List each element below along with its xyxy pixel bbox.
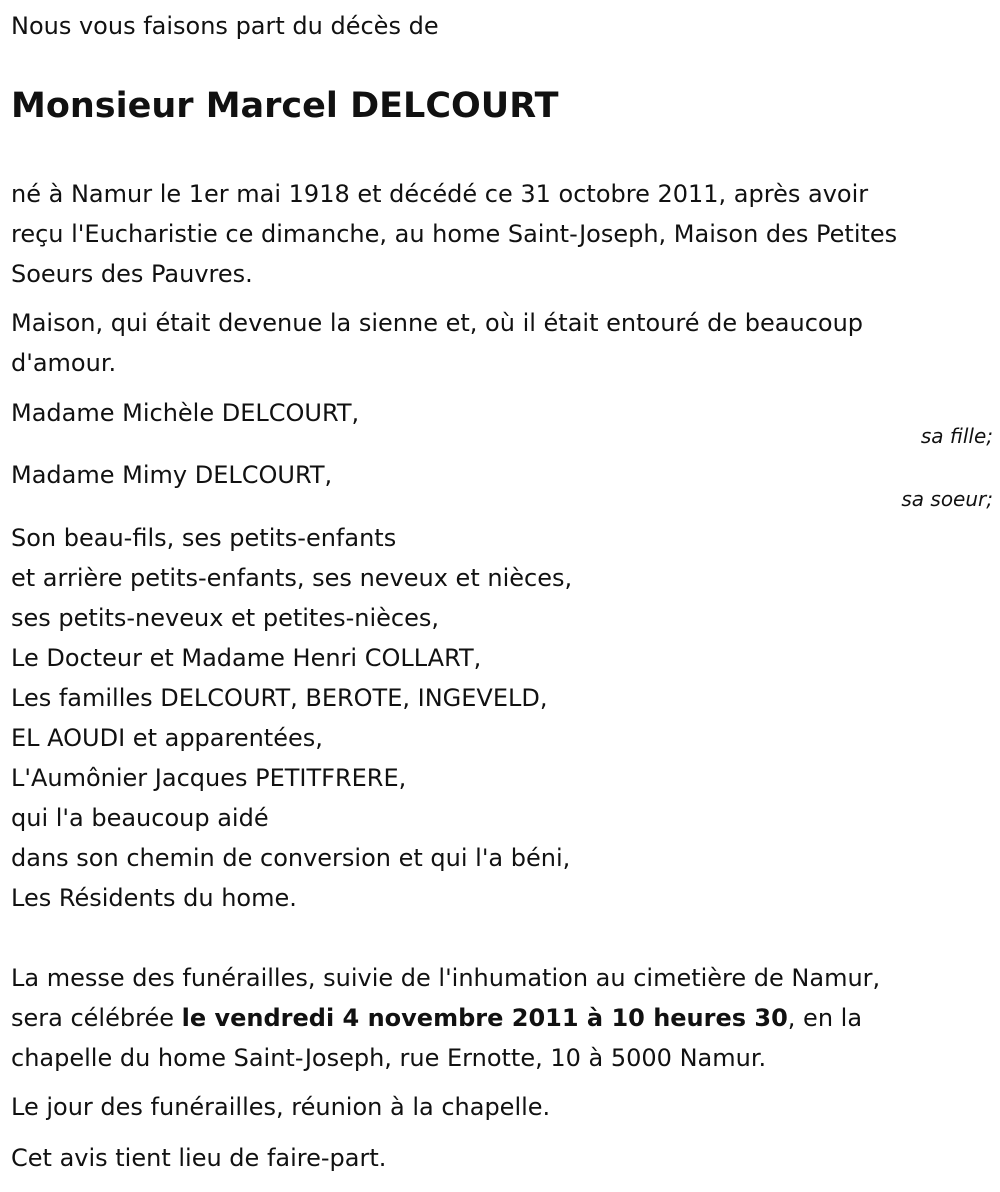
maison-line: d'amour. [11, 349, 117, 377]
funeral-location: chapelle du home Saint-Joseph, rue Ernotte, 10 à 5000 Namur. [11, 1044, 767, 1072]
family-line: qui l'a beaucoup aidé [11, 804, 269, 832]
funeral-prefix: sera célébrée [11, 1004, 182, 1032]
closing-text: Cet avis tient lieu de faire-part. [11, 1144, 387, 1172]
family-line: Le Docteur et Madame Henri COLLART, [11, 644, 482, 672]
relative-name-sister: Madame Mimy DELCOURT, [11, 461, 333, 489]
family-line: dans son chemin de conversion et qui l'a béni, [11, 844, 571, 872]
birth-death-line: Soeurs des Pauvres. [11, 260, 253, 288]
family-line: Les familles DELCOURT, BEROTE, INGEVELD, [11, 684, 548, 712]
birth-death-line: reçu l'Eucharistie ce dimanche, au home Saint-Joseph, Maison des Petites [11, 220, 898, 248]
family-list [11, 518, 993, 918]
relative-role-sister: sa soeur; [901, 487, 993, 511]
funeral-line-date [11, 998, 993, 1038]
funeral-suffix: , en la [787, 1004, 863, 1032]
relative-name-daughter: Madame Michèle DELCOURT, [11, 399, 360, 427]
funeral-paragraph [11, 958, 993, 1078]
family-line: Les Résidents du home. [11, 884, 297, 912]
birth-death-paragraph [11, 174, 993, 294]
birth-death-line: né à Namur le 1er mai 1918 et décédé ce 31 octobre 2011, après avoir [11, 180, 869, 208]
family-line: ses petits-neveux et petites-nièces, [11, 604, 440, 632]
relative-role-daughter: sa fille; [920, 424, 993, 448]
family-line: et arrière petits-enfants, ses neveux et nièces, [11, 564, 573, 592]
family-line: EL AOUDI et apparentées, [11, 724, 323, 752]
maison-line: Maison, qui était devenue la sienne et, où il était entouré de beaucoup [11, 309, 864, 337]
funeral-date-time: le vendredi 4 novembre 2011 à 10 heures 30 [181, 1004, 788, 1032]
family-line: Son beau-fils, ses petits-enfants [11, 524, 397, 552]
intro-text: Nous vous faisons part du décès de [11, 12, 439, 40]
maison-paragraph [11, 303, 993, 383]
funeral-line: La messe des funérailles, suivie de l'inhumation au cimetière de Namur, [11, 964, 881, 992]
reunion-text: Le jour des funérailles, réunion à la chapelle. [11, 1093, 551, 1121]
deceased-name: Monsieur Marcel DELCOURT [11, 86, 559, 126]
family-line: L'Aumônier Jacques PETITFRERE, [11, 764, 407, 792]
